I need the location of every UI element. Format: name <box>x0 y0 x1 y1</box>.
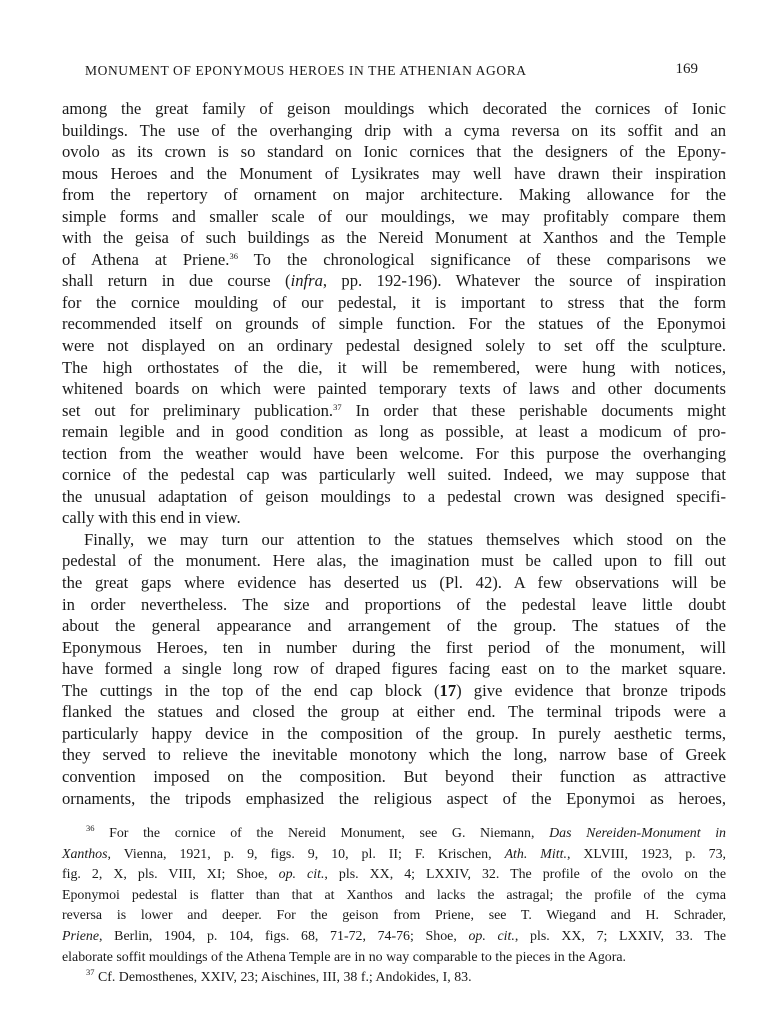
text-line: were not displayed on an ordinary pedestal designed solely to set off the sculpture. <box>62 336 726 356</box>
footnote-line: fig. 2, X, pls. VIII, XI; Shoe, op. cit., pls. XX, 4; LXXIV, 32. The profile of the ovolo on the <box>62 867 726 883</box>
footnote-37: $^{37}$ Cf. Demosthenes, XXIV, 23; Aischines, III, 38 f.; Andokides, I, 83. <box>86 967 472 986</box>
text-line: ovolo as its crown is so standard on Ionic cornices that the designers of the Epony- <box>62 142 726 162</box>
text-line: recommended itself on grounds of simple function. For the statues of the Eponymoi <box>62 314 726 334</box>
text-line: have formed a single long row of draped figures facing east on to the market square. <box>62 659 726 679</box>
text-line: mous Heroes and the Monument of Lysikrates may well have drawn their inspiration <box>62 163 726 183</box>
text-line: with the geisa of such buildings as the Nereid Monument at Xanthos and the Temple <box>62 228 726 248</box>
text-line: Finally, we may turn our attention to the statues themselves which stood on the <box>84 529 726 549</box>
text-line: pedestal of the monument. Here alas, the imagination must be called upon to fill out <box>62 551 726 571</box>
text-line: Eponymous Heroes, ten in number during the first period of the monument, will <box>62 637 726 657</box>
text-line: whitened boards on which were painted temporary texts of laws and other documents <box>62 379 726 399</box>
running-header <box>85 60 698 82</box>
text-line: in order nevertheless. The size and proportions of the pedestal leave little doubt <box>62 594 726 614</box>
text-line: among the great family of geison mouldings which decorated the cornices of Ionic <box>62 99 726 118</box>
text-line: convention imposed on the composition. But beyond their function as attractive <box>62 766 726 786</box>
text-line: The cuttings in the top of the end cap block (17) give evidence that bronze tripods <box>62 680 726 700</box>
text-line: particularly happy device in the composition of the group. In purely aesthetic terms, <box>62 723 726 743</box>
text-line: cornice of the pedestal cap was particularly well suited. Indeed, we may suppose that <box>62 465 726 485</box>
footnote-36: $^{36}$ For the cornice of the Nereid Monument, see G. Niemann, Das Nereiden-Monument in <box>86 823 726 841</box>
footnote-ref-36: 36 <box>229 250 238 261</box>
text-line: set out for preliminary publication.$^{37}$ In order that these perishable documents might <box>62 400 727 420</box>
text-line: the unusual adaptation of geison mouldings to a pedestal crown was designed specifi- <box>62 486 726 506</box>
text-line: The high orthostates of the die, it will be remembered, were hung with notices, <box>62 357 726 377</box>
text-line: buildings. The use of the overhanging drip with a cyma reversa on its soffit and an <box>62 120 726 140</box>
footnote-line: elaborate soffit mouldings of the Athena Temple are in no way comparable to the pieces in the Agora. <box>62 949 626 965</box>
text-line: from the repertory of ornament on major architecture. Making allowance for the <box>62 185 726 205</box>
text-line: tection from the weather would have been welcome. For this purpose the overhanging <box>62 443 726 463</box>
text-line: simple forms and smaller scale of our mouldings, we may profitably compare them <box>62 206 726 226</box>
text-line: the great gaps where evidence has deserted us (Pl. 42). A few observations will be <box>62 573 726 593</box>
text-line: cally with this end in view. <box>62 508 241 528</box>
text-line: for the cornice moulding of our pedestal, it is important to stress that the form <box>62 292 726 312</box>
footnote-line: Priene, Berlin, 1904, p. 104, figs. 68, 71-72, 74-76; Shoe, op. cit., pls. XX, 7; LXXIV, 33. The <box>62 928 726 944</box>
footnotes <box>62 824 726 989</box>
text-line: they served to relieve the inevitable monotony which the long, narrow base of Greek <box>62 745 726 765</box>
page-number: 169 <box>675 61 698 77</box>
body-text <box>62 98 726 809</box>
running-title: MONUMENT OF EPONYMOUS HEROES IN THE ATHENIAN AGORA <box>85 63 527 78</box>
text-line: about the general appearance and arrangement of the group. The statues of the <box>62 616 726 636</box>
footnote-line: Xanthos, Vienna, 1921, p. 9, figs. 9, 10, pl. II; F. Krischen, Ath. Mitt., XLVIII, 1923, p. 73, <box>62 846 726 862</box>
footnote-ref-37: 37 <box>333 401 342 412</box>
text-line: remain legible and in good condition as long as possible, at least a modicum of pro- <box>62 422 726 442</box>
text-line: of Athena at Priene.$^{36}$ To the chronological significance of these comparisons we <box>62 249 726 269</box>
text-line: shall return in due course (infra, pp. 192-196). Whatever the source of inspiration <box>62 271 727 291</box>
footnote-line: Eponymoi pedestal is flatter than that at Xanthos and lacks the astragal; the profile of the cyma <box>62 887 726 903</box>
text-line: ornaments, the tripods emphasized the religious aspect of the Eponymoi as heroes, <box>62 788 726 808</box>
footnote-line: reversa is lower and deeper. For the geison from Priene, see T. Wiegand and H. Schrader, <box>62 908 726 924</box>
text-line: flanked the statues and closed the group at either end. The terminal tripods were a <box>62 702 726 722</box>
